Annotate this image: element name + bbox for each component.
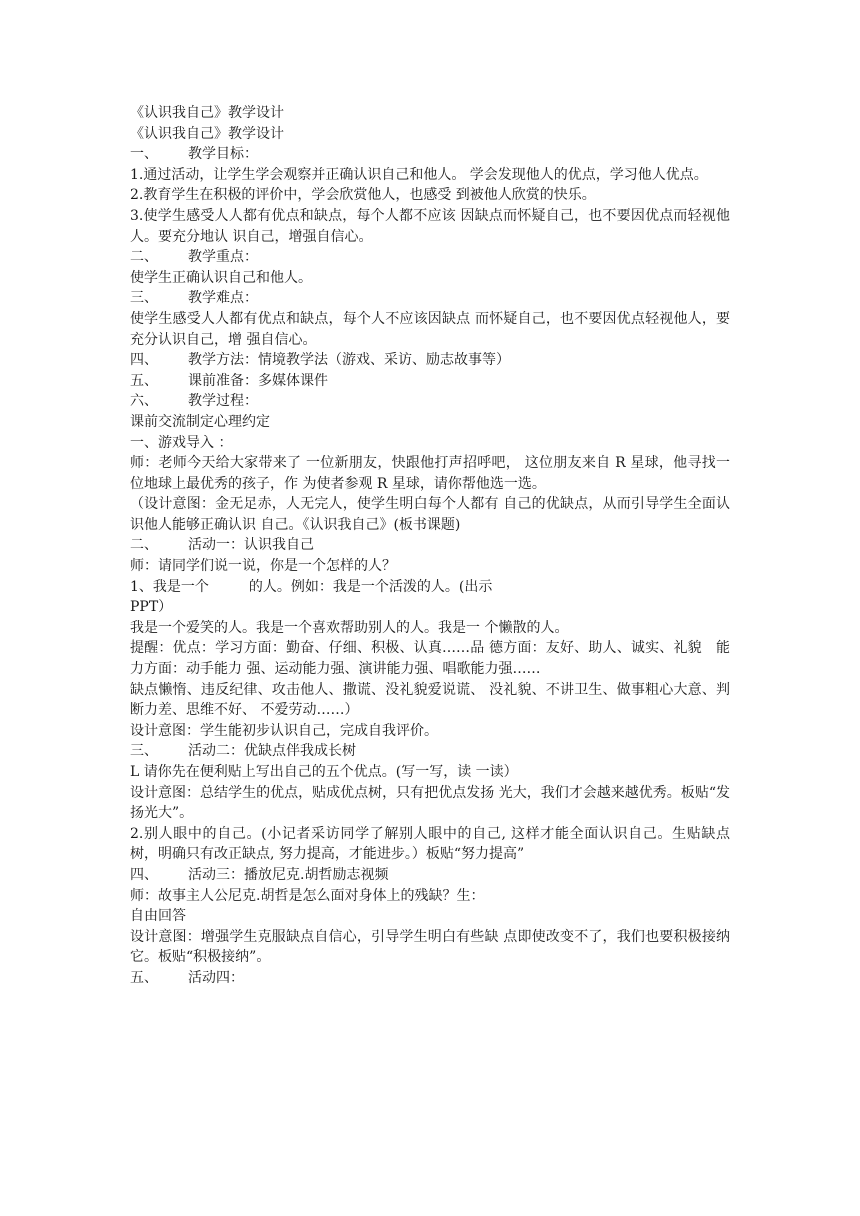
activity-3-heading [130,865,730,886]
activity-3-free-answer: 自由回答 [130,908,186,925]
section-title: 活动四： [188,969,244,986]
activity-1-heading [130,535,730,556]
section-title: 活动三：播放尼克.胡哲励志视频 [188,866,389,883]
doc-title: 《认识我自己》教学设计 [130,105,284,121]
section-number: 五、 [130,372,158,389]
activity-2-step-2: 2.别人眼中的自己。(小记者采访同学了解别人眼中的自己, 这样才能全面认识自己。生贴缺点树，明确只有改正缺点, 努力提高，才能进步。）板贴“努力提高” [130,825,730,863]
section-prep-heading [130,371,730,392]
activity-3-intent: 设计意图：增强学生克服缺点自信心，引导学生明白有些缺 点即使改变不了，我们也要积极接纳它。板贴“积极接纳”。 [130,928,730,966]
section-title: 教学方法：情境教学法（游戏、采访、励志故事等） [188,352,510,369]
section-number: 六、 [130,393,158,410]
key-point: 使学生正确认识自己和他人。 [130,269,312,286]
doc-title-repeat: 《认识我自己》教学设计 [130,125,284,142]
section-process-heading [130,391,730,412]
document-page [130,103,730,989]
section-title: 活动一：认识我自己 [188,537,314,554]
question-part-2: 的人。例如：我是一个活泼的人。(出示 [248,578,493,595]
activity-1-weaknesses: 缺点懒惰、违反纪律、攻击他人、撒谎、没礼貌爱说谎、 没礼貌、不讲卫生、做事粗心大意、判断力差、思维不好、 不爱劳动……） [130,681,730,719]
section-title: 活动二：优缺点伴我成长树 [188,743,356,760]
game-intro-heading: 一、游戏导入 ： [130,434,233,451]
goal-1: 1.通过活动，让学生学会观察并正确认识自己和他人。 学会发现他人的优点，学习他人优点。 [130,166,708,183]
game-intro-teacher: 师：老师今天给大家带来了 一位新朋友，快跟他打声招呼吧， 这位朋友来自 R 星球，他寻找一位地球上最优秀的孩子，作 为使者参观 R 星球，请你帮他选一选。 [130,455,730,492]
section-number: 三、 [130,290,158,307]
activity-4-heading [130,968,730,989]
activity-1-question [130,577,730,598]
section-number: 五、 [130,969,158,986]
section-difficulty-heading [130,288,730,309]
activity-2-step-1: L 请你先在便利贴上写出自己的五个优点。(写一写，读 一读） [130,764,518,780]
section-goals-heading [130,144,730,165]
activity-1-examples: 我是一个爱笑的人。我是一个喜欢帮助别人的人。我是一 个懒散的人。 [130,619,569,636]
game-intro-intent: （设计意图：金无足赤，人无完人，使学生明白每个人都有 自己的优缺点，从而引导学生全面认识他人能够正确认识 自己。《认识我自己》(板书课题) [130,496,730,533]
section-number: 二、 [130,537,158,554]
pre-class-text: 课前交流制定心理约定 [130,413,270,430]
section-title: 教学难点： [188,290,258,307]
section-title: 教学重点： [188,249,258,266]
activity-1-intent: 设计意图：学生能初步认识自己，完成自我评价。 [130,722,438,739]
activity-3-teacher: 师：故事主人公尼克.胡哲是怎么面对身体上的残缺？生： [130,887,485,904]
activity-1-hint: 提醒：优点：学习方面：勤奋、仔细、积极、认真……品 德方面：友好、助人、诚实、礼貌 能力方面：动手能力 强、运动能力强、演讲能力强、唱歌能力强…… [130,640,730,678]
activity-2-intent: 设计意图：总结学生的优点，贴成优点树，只有把优点发扬 光大，我们才会越来越优秀。板贴“发扬光大”。 [130,784,730,822]
section-title: 课前准备：多媒体课件 [188,372,328,389]
section-number: 三、 [130,743,158,760]
section-key-heading [130,247,730,268]
activity-2-heading [130,741,730,762]
activity-1-teacher: 师：请同学们说一说，你是一个怎样的人？ [130,558,396,575]
section-number: 四、 [130,352,158,369]
section-title: 教学目标： [188,146,258,163]
difficulty-text: 使学生感受人人都有优点和缺点，每个人不应该因缺点 而怀疑自己，也不要因优点轻视他人，要充分认识自己，增 强自信心。 [130,310,730,348]
section-number: 四、 [130,866,158,883]
section-title: 教学过程： [188,393,258,410]
goal-2: 2.教育学生在积极的评价中，学会欣赏他人，也感受 到被他人欣赏的快乐。 [130,187,596,204]
section-number: 一、 [130,146,158,163]
section-method-heading [130,350,730,371]
goal-3: 3.使学生感受人人都有优点和缺点，每个人都不应该 因缺点而怀疑自己，也不要因优点而轻视他人。要充分地认 识自己，增强自信心。 [130,207,730,245]
section-number: 二、 [130,249,158,266]
question-part-1: 1、我是一个 [130,578,209,595]
activity-1-ppt: PPT） [130,599,173,616]
